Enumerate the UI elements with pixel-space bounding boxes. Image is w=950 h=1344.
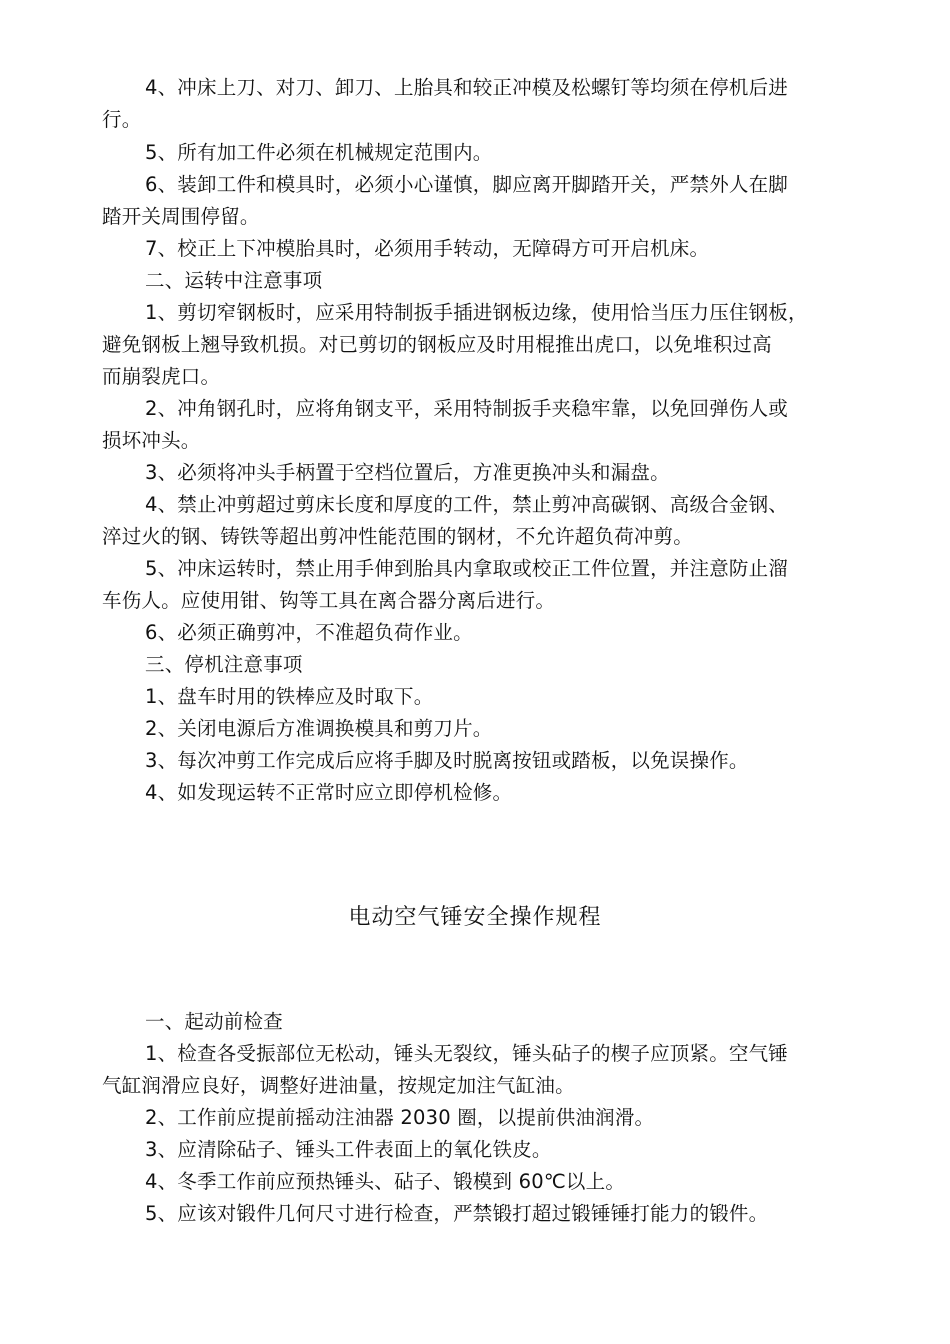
text-line: 4、如发现运转不正常时应立即停机检修。 [145, 781, 513, 804]
text-line: 6、必须正确剪冲，不准超负荷作业。 [145, 621, 473, 644]
text-line: 损坏冲头。 [102, 429, 201, 452]
text-line: 4、冬季工作前应预热锤头、砧子、锻模到 60℃以上。 [145, 1170, 626, 1193]
text-line: 车伤人。应使用钳、钩等工具在离合器分离后进行。 [102, 589, 556, 612]
text-line: 4、禁止冲剪超过剪床长度和厚度的工件，禁止剪冲高碳钢、高级合金钢、 [145, 493, 789, 516]
text-line: 2、关闭电源后方准调换模具和剪刀片。 [145, 717, 493, 740]
text-line: 5、冲床运转时，禁止用手伸到胎具内拿取或校正工件位置，并注意防止溜 [145, 557, 789, 580]
text-line: 3、应清除砧子、锤头工件表面上的氧化铁皮。 [145, 1138, 552, 1161]
text-line: 2、工作前应提前摇动注油器 2030 圈，以提前供油润滑。 [145, 1106, 655, 1129]
text-line: 3、必须将冲头手柄置于空档位置后，方准更换冲头和漏盘。 [145, 461, 670, 484]
text-line: 1、检查各受振部位无松动，锤头无裂纹，锤头砧子的楔子应顶紧。空气锤 [145, 1042, 789, 1065]
text-line: 6、装卸工件和模具时，必须小心谨慎，脚应离开脚踏开关，严禁外人在脚 [145, 173, 789, 196]
section-heading: 二、运转中注意事项 [145, 269, 323, 292]
text-line: 气缸润滑应良好，调整好进油量，按规定加注气缸油。 [102, 1074, 575, 1097]
section-heading: 三、停机注意事项 [145, 653, 303, 676]
text-line: 1、剪切窄钢板时，应采用特制扳手插进钢板边缘，使用恰当压力压住钢板， [145, 301, 808, 324]
text-line: 而崩裂虎口。 [102, 365, 221, 388]
text-line: 7、校正上下冲模胎具时，必须用手转动，无障碍方可开启机床。 [145, 237, 710, 260]
text-line: 淬过火的钢、铸铁等超出剪冲性能范围的钢材，不允许超负荷冲剪。 [102, 525, 694, 548]
text-line: 4、冲床上刀、对刀、卸刀、上胎具和较正冲模及松螺钉等均须在停机后进 [145, 76, 789, 99]
text-line: 避免钢板上翘导致机损。对已剪切的钢板应及时用棍推出虎口，以免堆积过高 [102, 333, 772, 356]
page-title: 电动空气锤安全操作规程 [348, 905, 602, 930]
text-line: 踏开关周围停留。 [102, 205, 260, 228]
section-heading: 一、起动前检查 [145, 1010, 283, 1033]
text-line: 1、盘车时用的铁棒应及时取下。 [145, 685, 434, 708]
text-line: 行。 [102, 108, 142, 131]
text-line: 3、每次冲剪工作完成后应将手脚及时脱离按钮或踏板，以免误操作。 [145, 749, 749, 772]
text-line: 5、应该对锻件几何尺寸进行检查，严禁锻打超过锻锤锤打能力的锻件。 [145, 1202, 769, 1225]
text-line: 5、所有加工件必须在机械规定范围内。 [145, 141, 493, 164]
text-line: 2、冲角钢孔时，应将角钢支平，采用特制扳手夹稳牢靠，以免回弹伤人或 [145, 397, 789, 420]
